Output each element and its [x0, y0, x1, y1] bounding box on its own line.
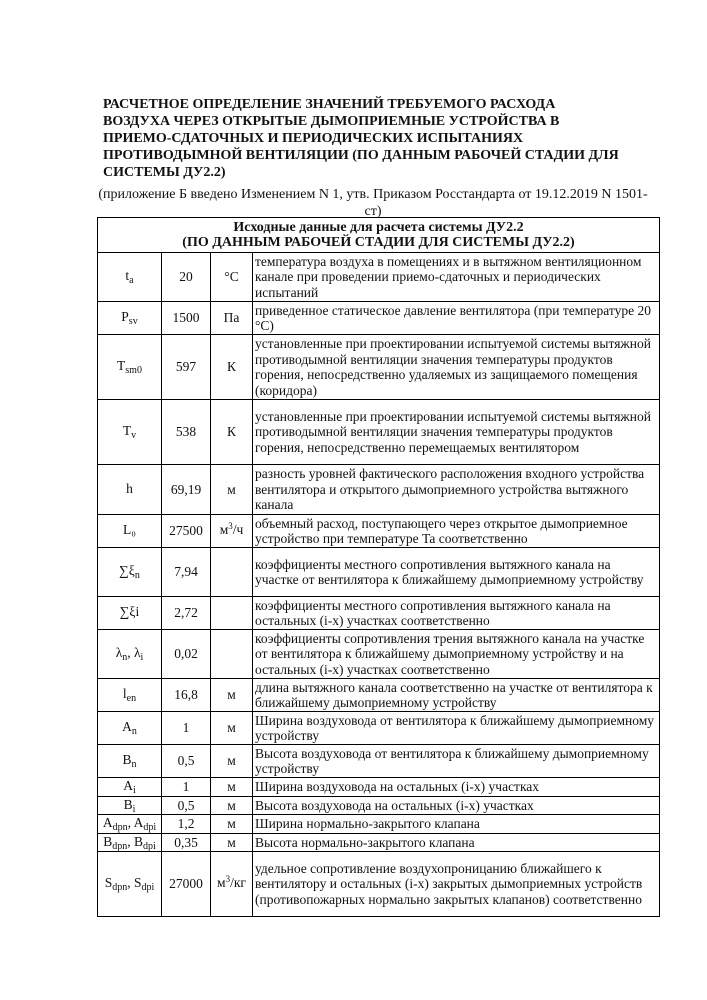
param-symbol: $t_a$: [98, 253, 162, 302]
param-description: длина вытяжного канала соответственно на участке от вентилятора к ближайшему дымоприемному устройству: [253, 679, 660, 712]
param-unit: [211, 630, 253, 679]
param-unit: К: [211, 335, 253, 400]
param-symbol: $A_{dpn}$, $A_{dpi}$: [98, 815, 162, 834]
param-symbol: $\sum\xi_n$: [98, 548, 162, 597]
param-value: 69,19: [162, 465, 211, 515]
param-symbol: $\lambda_n$, $\lambda_i$: [98, 630, 162, 679]
param-description: коэффициенты сопротивления трения вытяжного канала на участке от вентилятора к ближайшему дымоприемному устройству и на остальных (i-х) участках соответственно: [253, 630, 660, 679]
param-value: 1500: [162, 302, 211, 335]
document-title: РАСЧЕТНОЕ ОПРЕДЕЛЕНИЕ ЗНАЧЕНИЙ ТРЕБУЕМОГО РАСХОДА ВОЗДУХА ЧЕРЕЗ ОТКРЫТЫЕ ДЫМОПРИЕМНЫЕ УСТРОЙСТВА В ПРИЕМО-СДАТОЧНЫХ И ПЕРИОДИЧЕСКИХ ИСПЫТАНИЯХ ПРОТИВОДЫМНОЙ ВЕНТИЛЯЦИИ (ПО ДАННЫМ РАБОЧЕЙ СТАДИИ ДЛЯ СИСТЕМЫ ДУ2.2): [103, 97, 619, 180]
param-unit: м: [211, 815, 253, 834]
table-row: [98, 400, 660, 465]
input-data-table: [97, 217, 660, 917]
param-description: Ширина воздуховода на остальных (i-х) участках: [253, 778, 660, 797]
param-unit: [211, 597, 253, 630]
param-description: приведенное статическое давление вентилятора (при температуре 20 °C): [253, 302, 660, 335]
param-unit: м: [211, 465, 253, 515]
param-description: Высота воздуховода на остальных (i-х) участках: [253, 796, 660, 815]
param-unit: м: [211, 679, 253, 712]
param-symbol: $T_{sm0}$: [98, 335, 162, 400]
param-value: 7,94: [162, 548, 211, 597]
table-header: [98, 218, 660, 253]
param-symbol: $l_{en}$: [98, 679, 162, 712]
param-description: объемный расход, поступающего через открытое дымоприемное устройство при температуре Ta соответственно: [253, 515, 660, 548]
param-symbol: L₀: [98, 515, 162, 548]
param-unit: м: [211, 833, 253, 852]
table-row: [98, 253, 660, 302]
param-unit: К: [211, 400, 253, 465]
table-row: [98, 778, 660, 797]
param-description: Ширина нормально-закрытого клапана: [253, 815, 660, 834]
param-symbol: $P_{sv}$: [98, 302, 162, 335]
param-description: температура воздуха в помещениях и в вытяжном вентиляционном канале при проведении приемо-сдаточных и периодических испытаний: [253, 253, 660, 302]
param-description: Высота нормально-закрытого клапана: [253, 833, 660, 852]
param-description: удельное сопротивление воздухопроницанию ближайшего к вентилятору и остальных (i-х) закрытых дымоприемных устройств (противопожарных нормально закрытых клапанов) соответственно: [253, 852, 660, 917]
param-unit: $м^3/ч$: [211, 515, 253, 548]
table-row: [98, 833, 660, 852]
param-unit: Па: [211, 302, 253, 335]
param-symbol: $B_{dpn}$, $B_{dpi}$: [98, 833, 162, 852]
table-row: [98, 852, 660, 917]
param-unit: [211, 548, 253, 597]
param-value: 0,35: [162, 833, 211, 852]
param-symbol: h: [98, 465, 162, 515]
param-description: Ширина воздуховода от вентилятора к ближайшему дымоприемному устройству: [253, 712, 660, 745]
table-header-row: [98, 218, 660, 253]
table-row: [98, 597, 660, 630]
param-description: коэффициенты местного сопротивления вытяжного канала на остальных (i-х) участках соответственно: [253, 597, 660, 630]
table-row: [98, 515, 660, 548]
param-description: установленные при проектировании испытуемой системы вытяжной противодымной вентиляции значения температуры продуктов горения, непосредственно удаляемых из защищаемого помещения (коридора): [253, 335, 660, 400]
table-row: [98, 796, 660, 815]
param-value: 0,02: [162, 630, 211, 679]
param-description: коэффициенты местного сопротивления вытяжного канала на участке от вентилятора к ближайшему дымоприемному устройству: [253, 548, 660, 597]
table-row: [98, 679, 660, 712]
table-row: [98, 815, 660, 834]
table-row: [98, 465, 660, 515]
param-value: 0,5: [162, 796, 211, 815]
param-unit: м: [211, 745, 253, 778]
param-symbol: $T_v$: [98, 400, 162, 465]
param-value: 0,5: [162, 745, 211, 778]
param-description: Высота воздуховода от вентилятора к ближайшему дымоприемному устройству: [253, 745, 660, 778]
param-unit: $м^3/кг$: [211, 852, 253, 917]
param-value: 20: [162, 253, 211, 302]
param-symbol: $A_n$: [98, 712, 162, 745]
param-value: 1: [162, 778, 211, 797]
table-row: [98, 745, 660, 778]
param-value: 2,72: [162, 597, 211, 630]
param-unit: м: [211, 778, 253, 797]
table-header-line1: Исходные данные для расчета системы ДУ2.2: [233, 219, 524, 235]
table-row: [98, 302, 660, 335]
param-description: установленные при проектировании испытуемой системы вытяжной противодымной вентиляции значения температуры продуктов горения, непосредственно перемещаемых вентилятором: [253, 400, 660, 465]
table-row: [98, 712, 660, 745]
param-symbol: $B_n$: [98, 745, 162, 778]
param-value: 1: [162, 712, 211, 745]
param-symbol: $A_i$: [98, 778, 162, 797]
param-unit: м: [211, 796, 253, 815]
table-row: [98, 335, 660, 400]
param-value: 27000: [162, 852, 211, 917]
amendment-note: (приложение Б введено Изменением N 1, утв. Приказом Росстандарта от 19.12.2019 N 1501-ст): [98, 187, 648, 219]
param-value: 1,2: [162, 815, 211, 834]
param-value: 27500: [162, 515, 211, 548]
param-description: разность уровней фактического расположения входного устройства вентилятора и открытого дымоприемного устройства вытяжного канала: [253, 465, 660, 515]
param-symbol: $S_{dpn}$, $S_{dpi}$: [98, 852, 162, 917]
param-symbol: $B_i$: [98, 796, 162, 815]
param-unit: °C: [211, 253, 253, 302]
param-unit: м: [211, 712, 253, 745]
param-value: 16,8: [162, 679, 211, 712]
param-value: 538: [162, 400, 211, 465]
param-symbol: ∑ξi: [98, 597, 162, 630]
table-row: [98, 630, 660, 679]
table-header-line2: (ПО ДАННЫМ РАБОЧЕЙ СТАДИИ ДЛЯ СИСТЕМЫ ДУ2.2): [182, 235, 575, 250]
table-row: [98, 548, 660, 597]
param-value: 597: [162, 335, 211, 400]
